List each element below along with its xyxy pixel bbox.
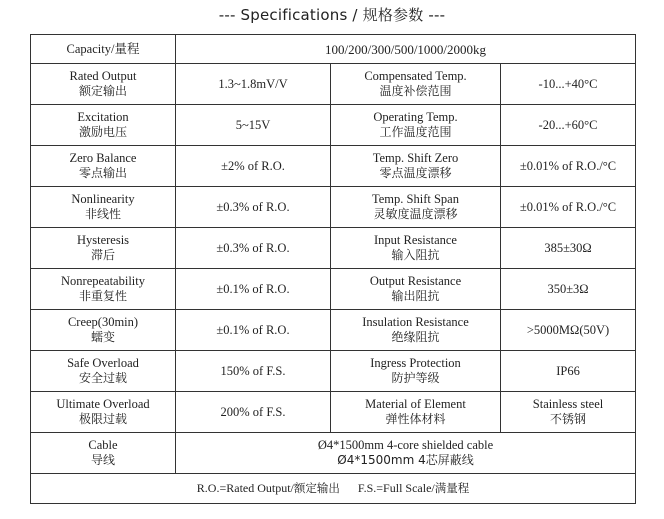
capacity-label: Capacity/量程: [31, 35, 176, 64]
param-value: ±0.1% of R.O.: [176, 310, 331, 351]
table-row: [31, 392, 636, 433]
param-value: ±0.01% of R.O./°C: [501, 187, 636, 228]
table-row: [31, 64, 636, 105]
footnote: [31, 474, 636, 504]
footnote-row: [31, 474, 636, 504]
capacity-row: [31, 35, 636, 64]
param-value: 150% of F.S.: [176, 351, 331, 392]
cable-row: [31, 433, 636, 474]
param-value: ±0.01% of R.O./°C: [501, 146, 636, 187]
table-row: [31, 187, 636, 228]
table-row: [31, 351, 636, 392]
table-row: [31, 310, 636, 351]
param-label: Insulation Resistance 绝缘阻抗: [331, 310, 501, 351]
param-label: Compensated Temp. 温度补偿范围: [331, 64, 501, 105]
param-value: 385±30Ω: [501, 228, 636, 269]
param-value: ±2% of R.O.: [176, 146, 331, 187]
param-label: Nonrepeatability 非重复性: [31, 269, 176, 310]
param-value: -10...+40°C: [501, 64, 636, 105]
param-label: Temp. Shift Zero 零点温度漂移: [331, 146, 501, 187]
param-value: ±0.3% of R.O.: [176, 228, 331, 269]
param-label: Material of Element 弹性体材料: [331, 392, 501, 433]
cable-value: Ø4*1500mm 4-core shielded cable Ø4*1500mm 4芯屏蔽线: [176, 433, 636, 474]
param-label: Output Resistance 输出阻抗: [331, 269, 501, 310]
footnote-fs: F.S.=Full Scale/满量程: [357, 481, 470, 495]
table-row: [31, 146, 636, 187]
param-label: Temp. Shift Span 灵敏度温度漂移: [331, 187, 501, 228]
table-row: [31, 228, 636, 269]
table-row: [31, 269, 636, 310]
param-value: 5~15V: [176, 105, 331, 146]
param-label: Excitation 激励电压: [31, 105, 176, 146]
param-label: Hysteresis 滞后: [31, 228, 176, 269]
param-value: ±0.3% of R.O.: [176, 187, 331, 228]
param-label: Rated Output 额定输出: [31, 64, 176, 105]
param-value: Stainless steel 不锈钢: [501, 392, 636, 433]
param-label: Input Resistance 输入阻抗: [331, 228, 501, 269]
param-value: >5000MΩ(50V): [501, 310, 636, 351]
page-title: --- Specifications / 规格参数 ---: [218, 6, 446, 24]
table-row: [31, 105, 636, 146]
param-value: 350±3Ω: [501, 269, 636, 310]
specifications-table: [30, 34, 636, 504]
footnote-ro: R.O.=Rated Output/额定输出: [196, 481, 340, 495]
param-value: IP66: [501, 351, 636, 392]
param-value: 200% of F.S.: [176, 392, 331, 433]
param-label: Zero Balance 零点输出: [31, 146, 176, 187]
param-value: -20...+60°C: [501, 105, 636, 146]
param-label: Nonlinearity 非线性: [31, 187, 176, 228]
param-value: ±0.1% of R.O.: [176, 269, 331, 310]
param-label: Operating Temp. 工作温度范围: [331, 105, 501, 146]
param-label: Ingress Protection 防护等级: [331, 351, 501, 392]
param-label: Ultimate Overload 极限过载: [31, 392, 176, 433]
param-label: Creep(30min) 蠕变: [31, 310, 176, 351]
param-label: Safe Overload 安全过载: [31, 351, 176, 392]
cable-label: Cable 导线: [31, 433, 176, 474]
capacity-value: 100/200/300/500/1000/2000kg: [176, 35, 636, 64]
param-value: 1.3~1.8mV/V: [176, 64, 331, 105]
